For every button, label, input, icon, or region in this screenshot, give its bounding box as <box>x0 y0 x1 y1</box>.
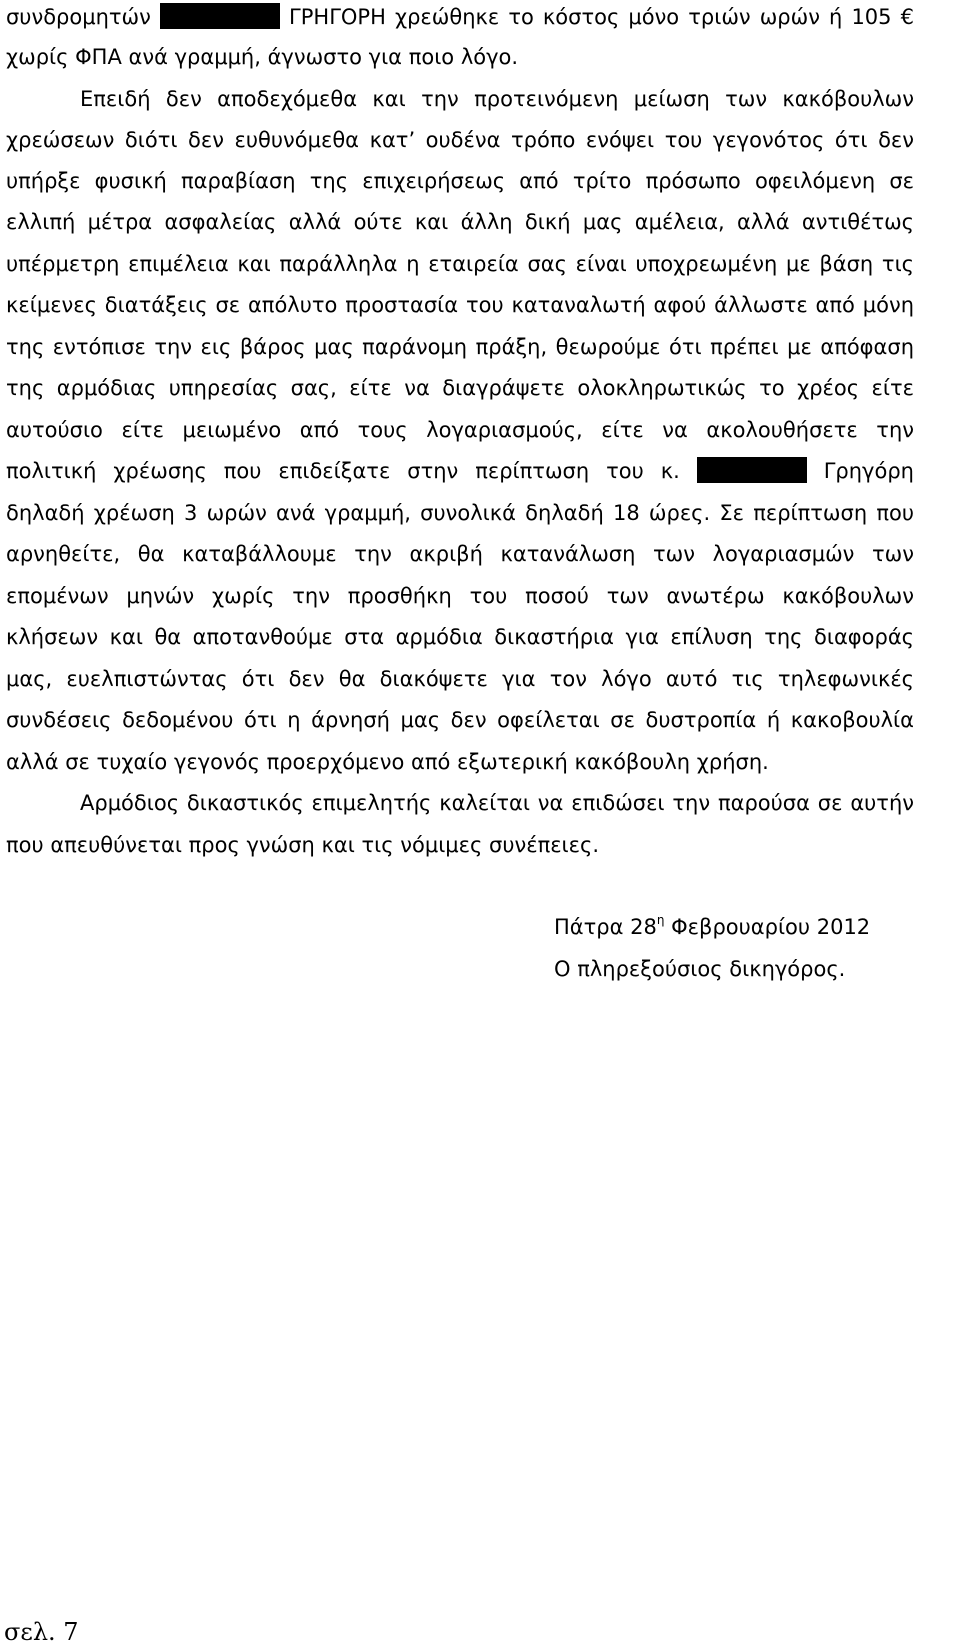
text-line: που απευθύνεται προς γνώση και τις νόμιμες συνέπειες. <box>6 833 600 857</box>
redaction-block <box>160 3 280 29</box>
redaction-block <box>697 457 807 483</box>
text-line: χωρίς ΦΠΑ ανά γραμμή, άγνωστο για ποιο λόγο. <box>6 45 519 69</box>
text-line: χρεώσεων διότι δεν ευθυνόμεθα κατ’ ουδένα τρόπο ενόψει του γεγονότος ότι δεν <box>6 128 914 152</box>
text-line: αλλά σε τυχαίο γεγονός προερχόμενο από εξωτερική κακόβουλη χρήση. <box>6 750 769 774</box>
text-segment: ΓΡΗΓΟΡΗ χρεώθηκε το κόστος μόνο τριών ωρών ή 105 € <box>289 5 914 29</box>
text-line: υπήρξε φυσική παραβίαση της επιχειρήσεως από τρίτο πρόσωπο οφειλόμενη σε <box>6 169 914 193</box>
day-suffix: η <box>656 913 665 927</box>
text-line: ελλιπή μέτρα ασφαλείας αλλά ούτε και άλλη δική μας αμέλεια, αλλά αντιθέτως <box>6 210 914 234</box>
date-month-year: Φεβρουαρίου 2012 <box>671 915 871 939</box>
text-segment: Γρηγόρη <box>823 459 914 483</box>
text-line: μας, ευελπιστώντας ότι δεν θα διακόψετε για τον λόγο αυτό τις τηλεφωνικές <box>6 667 914 691</box>
text-line <box>6 2 914 32</box>
text-line: επομένων μηνών χωρίς την προσθήκη του ποσού των ανωτέρω κακόβουλων <box>6 584 914 608</box>
paragraph-first-line: Αρμόδιος δικαστικός επιμελητής καλείται να επιδώσει την παρούσα σε αυτήν <box>80 791 914 815</box>
text-line: κείμενες διατάξεις σε απόλυτο προστασία του καταναλωτή αφού άλλωστε από μόνη <box>6 293 914 317</box>
text-line: υπέρμετρη επιμέλεια και παράλληλα η εταιρεία σας είναι υποχρεωμένη με βάση τις <box>6 252 914 276</box>
signature-date <box>554 912 870 942</box>
text-segment: συνδρομητών <box>6 5 151 29</box>
text-segment: πολιτική χρέωσης που επιδείξατε στην περίπτωση του κ. <box>6 459 680 483</box>
text-line: κλήσεων και θα αποτανθούμε στα αρμόδια δικαστήρια για επίλυση της διαφοράς <box>6 625 914 649</box>
text-line: της αρμόδιας υπηρεσίας σας, είτε να διαγράψετε ολοκληρωτικώς το χρέος είτε <box>6 376 914 400</box>
text-line: αυτούσιο είτε μειωμένο από τους λογαριασμούς, είτε να ακολουθήσετε την <box>6 418 914 442</box>
text-line: δηλαδή χρέωση 3 ωρών ανά γραμμή, συνολικά δηλαδή 18 ώρες. Σε περίπτωση που <box>6 501 914 525</box>
page-number: σελ. 7 <box>4 1618 79 1646</box>
text-line <box>6 456 914 486</box>
paragraph-first-line: Επειδή δεν αποδεχόμεθα και την προτεινόμενη μείωση των κακόβουλων <box>80 87 914 111</box>
signatory: Ο πληρεξούσιος δικηγόρος. <box>554 957 846 981</box>
text-line: συνδέσεις δεδομένου ότι η άρνησή μας δεν οφείλεται σε δυστροπία ή κακοβουλία <box>6 708 914 732</box>
date-prefix: Πάτρα 28 <box>554 915 657 939</box>
text-line: της εντόπισε την εις βάρος μας παράνομη πράξη, θεωρούμε ότι πρέπει με απόφαση <box>6 335 914 359</box>
text-line: αρνηθείτε, θα καταβάλλουμε την ακριβή κατανάλωση των λογαριασμών των <box>6 542 914 566</box>
